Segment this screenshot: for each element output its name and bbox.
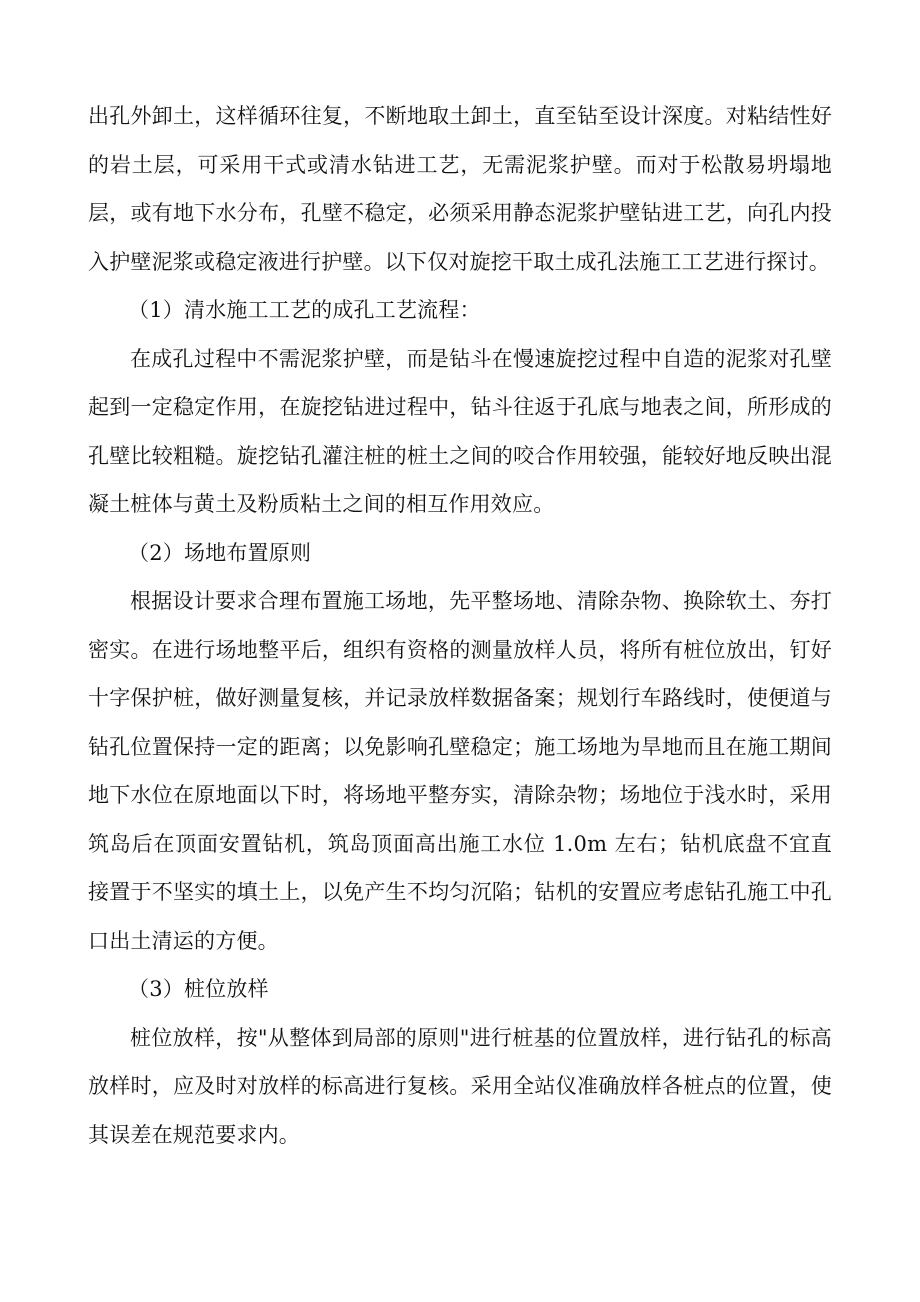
document-body: [88, 92, 832, 1159]
section-heading-3: （3）桩位放样: [128, 977, 269, 1001]
paragraph-pile-staking: 桩位放样，按"从整体到局部的原则"进行桩基的位置放样，进行钻孔的标高放样时，应及时对放样的标高进行复核。采用全站仪准确放样各桩点的位置，使其误差在规范要求内。: [88, 1025, 832, 1147]
section-heading-2: （2）场地布置原则: [128, 540, 312, 565]
paragraph-site-layout: 根据设计要求合理布置施工场地，先平整场地、清除杂物、换除软土、夯打密实。在进行场地整平后，组织有资格的测量放样人员，将所有桩位放出，钉好十字保护桩，做好测量复核，并记录放样数据备案；规划行车路线时，使便道与钻孔位置保持一定的距离；以免影响孔壁稳定；施工场地为旱地而且在施工期间地下水位在原地面以下时，将场地平整夯实，清除杂物；场地位于浅水时，采用筑岛后在顶面安置钻机，筑岛顶面高出施工水位 1.0m 左右；钻机底盘不宜直接置于不坚实的填土上，以免产生不均匀沉陷；钻机的安置应考虑钻孔施工中孔口出土清运的方便。: [88, 589, 832, 953]
paragraph-continuation: 出孔外卸土，这样循环往复，不断地取土卸土，直至钻至设计深度。对粘结性好的岩土层，可采用干式或清水钻进工艺，无需泥浆护壁。而对于松散易坍塌地层，或有地下水分布，孔壁不稳定，必须采用静态泥浆护壁钻进工艺，向孔内投入护壁泥浆或稳定液进行护壁。以下仅对旋挖干取土成孔法施工工艺进行探讨。: [88, 104, 832, 274]
paragraph-clear-water-process: 在成孔过程中不需泥浆护壁，而是钻斗在慢速旋挖过程中自造的泥浆对孔壁起到一定稳定作用，在旋挖钻进过程中，钻斗往返于孔底与地表之间，所形成的孔壁比较粗糙。旋挖钻孔灌注桩的桩土之间的咬合作用较强，能较好地反映出混凝土桩体与黄土及粉质粘土之间的相互作用效应。: [88, 346, 832, 516]
section-heading-1: （1）清水施工工艺的成孔工艺流程：: [128, 298, 481, 322]
